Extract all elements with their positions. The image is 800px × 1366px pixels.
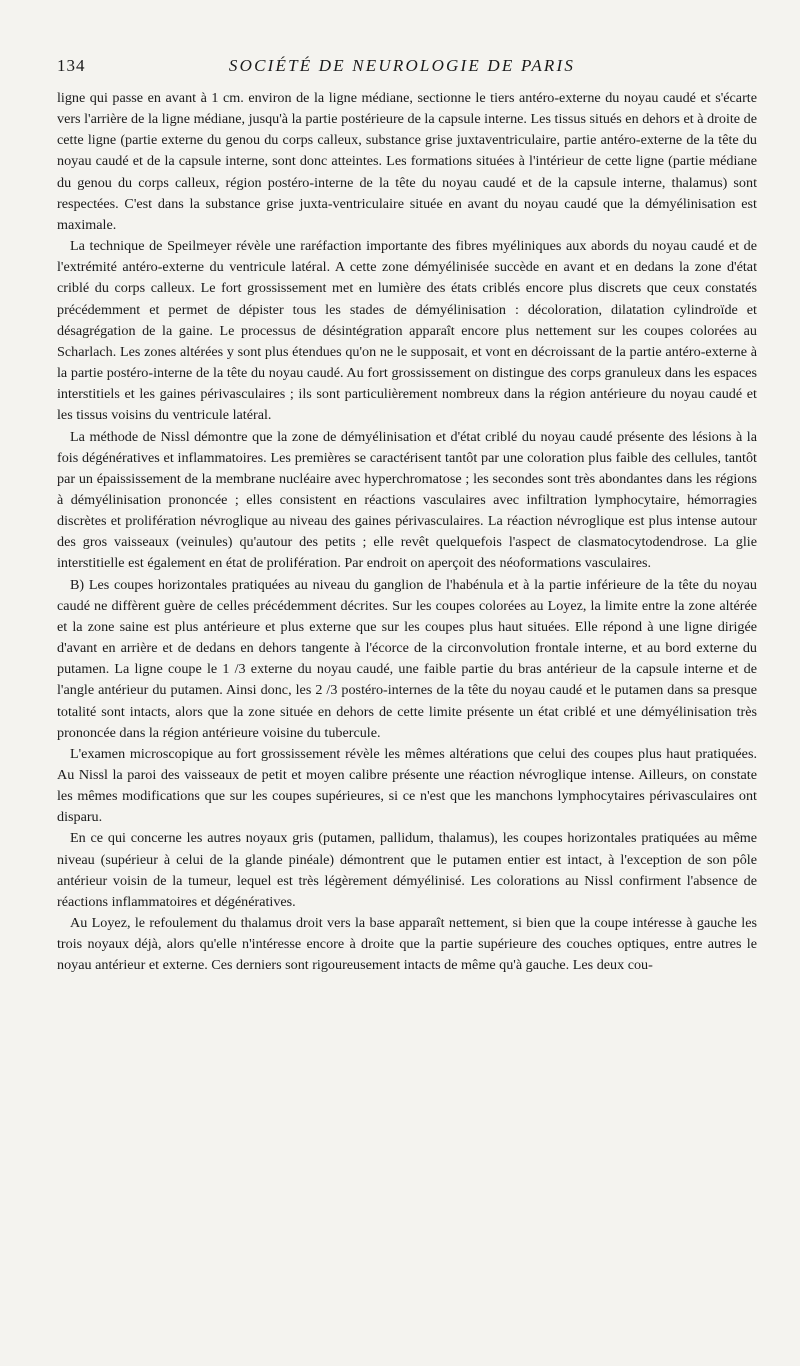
body-text <box>57 88 757 977</box>
paragraph: La méthode de Nissl démontre que la zone de démyélinisation et d'état criblé du noyau caudé présente des lésions à la fois dégénératives et inflammatoires. Les premières se caractérisent tantôt par une coloration plus faible des cellules, tantôt par un épaississement de la membrane nucléaire avec hyperchromatose ; les secondes sont très abondantes dans les régions à démyélinisation prononcée ; elles consistent en réactions vasculaires avec infiltration lymphocytaire, hémorragies discrètes et prolifération névroglique au niveau des gaines périvasculaires. La réaction névroglique est plus intense autour des gros vaisseaux (veinules) qu'autour des petits ; elle revêt quelquefois l'aspect de clasmatocytodendrose. La glie interstitielle est également en état de prolifération. Par endroit on aperçoit des néoformations vasculaires. <box>57 428 757 572</box>
paragraph: Au Loyez, le refoulement du thalamus droit vers la base apparaît nettement, si bien que la coupe intéresse à gauche les trois noyaux déjà, alors qu'elle n'intéresse encore à droite que la partie supérieure des couches optiques, entre autres le noyau antérieur et externe. Ces derniers sont rigoureusement intacts de même qu'à gauche. Les deux cou- <box>57 915 757 974</box>
paragraph: L'examen microscopique au fort grossissement révèle les mêmes altérations que celui des coupes plus haut pratiquées. Au Nissl la paroi des vaisseaux de petit et moyen calibre présente une réaction névroglique intense. Ailleurs, on constate les mêmes modifications que sur les coupes supérieures, si ce n'est que les manchons lymphocytaires périvasculaires ont disparu. <box>57 745 757 826</box>
running-title: SOCIÉTÉ DE NEUROLOGIE DE PARIS <box>228 56 576 75</box>
paragraph: La technique de Speilmeyer révèle une raréfaction importante des fibres myéliniques aux abords du noyau caudé et de l'extrémité antéro-externe du ventricule latéral. A cette zone démyélinisée succède en avant et en dedans la zone d'état criblé du corps calleux. Le fort grossissement met en lumière des états criblés encore plus discrets que ceux constatés précédemment et permet de dépister tous les stades de démyélinisation : décoloration, dilatation cylindroïde et désagrégation de la gaine. Le processus de désintégration apparaît encore plus nettement sur les coupes colorées au Scharlach. Les zones altérées y sont plus étendues qu'on ne le supposait, et vont en décroissant de la partie antéro-externe à la partie postéro-interne de la tête du noyau caudé. Au fort grossissement on distingue des corps granuleux dans les espaces interstitiels et les gaines périvasculaires ; ils sont particulièrement nombreux dans la région antérieure du noyau caudé et les tissus voisins du ventricule latéral. <box>57 238 757 424</box>
paragraph: ligne qui passe en avant à 1 cm. environ de la ligne médiane, sectionne le tiers antéro-externe du noyau caudé et s'écarte vers l'arrière de la ligne médiane, jusqu'à la partie postérieure de la capsule interne. Les tissus situés en dehors et à droite de cette ligne (partie externe du genou du corps calleux, substance grise juxtaventriculaire, partie antéro-externe de la tête du noyau caudé et de la capsule interne, sont donc atteintes. Les formations situées à l'intérieur de cette ligne (partie médiane du genou du corps calleux, région postéro-interne de la tête du noyau caudé et de la capsule interne, thalamus) sont respectées. C'est dans la substance grise juxta-ventriculaire située en avant du noyau caudé que la démyélinisation est maximale. <box>57 90 757 233</box>
page-header <box>57 52 747 82</box>
paragraph: B) Les coupes horizontales pratiquées au niveau du ganglion de l'habénula et à la partie inférieure de la tête du noyau caudé ne diffèrent guère de celles précédemment décrites. Sur les coupes colorées au Loyez, la limite entre la zone altérée et la zone saine est plus antérieure et plus externe que sur les coupes plus haut situées. Elle répond à une ligne dirigée d'avant en arrière et de dedans en dehors tangente à l'écorce de la circonvolution frontale interne, et au bord externe du putamen. La ligne coupe le 1 /3 externe du noyau caudé, une faible partie du bras antérieur de la capsule interne et de l'angle antérieur du putamen. Ainsi donc, les 2 /3 postéro-internes de la tête du noyau caudé et le putamen dans sa presque totalité sont intacts, alors que la zone située en dehors de cette limite présente un état criblé et une démyélinisation très prononcée dans la région antérieure voisine du tubercule. <box>57 576 757 741</box>
paragraph: En ce qui concerne les autres noyaux gris (putamen, pallidum, thalamus), les coupes horizontales pratiquées au même niveau (supérieur à celui de la glande pinéale) démontrent que le putamen entier est intact, à l'exception de son pôle antérieur voisin de la tumeur, lequel est très légèrement démyélinisé. Les colorations au Nissl confirment l'absence de réactions inflammatoires et dégénératives. <box>57 830 757 910</box>
page-number: 134 <box>57 56 86 75</box>
